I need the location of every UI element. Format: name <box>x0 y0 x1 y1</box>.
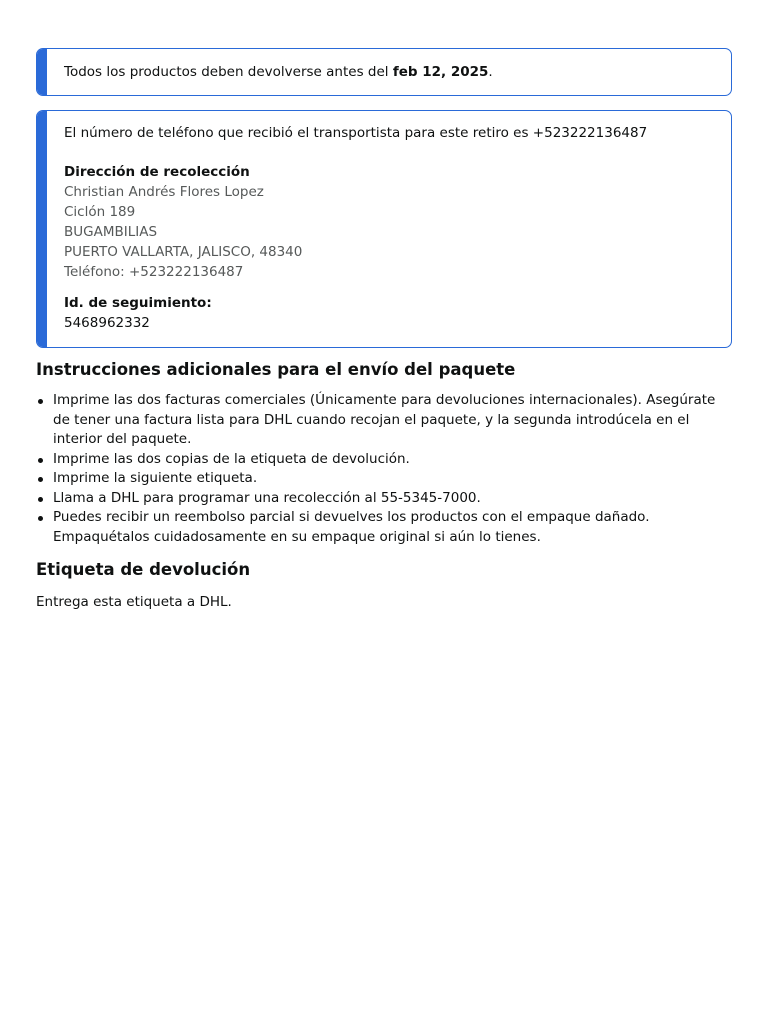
list-item: Imprime las dos facturas comerciales (Únicamente para devoluciones internacionales). Asegúrate de tener una factura lista para DHL cuando recojan el paquete, y la segunda introdúcela en el interior del paquete. <box>53 391 732 450</box>
deadline-date: feb 12, 2025 <box>392 64 489 80</box>
address-line: PUERTO VALLARTA, JALISCO, 48340 <box>64 244 303 260</box>
carrier-phone-notice: El número de teléfono que recibió el transportista para este retiro es +523222136487 <box>64 125 648 141</box>
list-item: Imprime las dos copias de la etiqueta de devolución. <box>53 450 732 470</box>
return-deadline-alert <box>36 48 732 96</box>
alert-accent-bar <box>37 111 47 347</box>
return-instructions-page <box>36 48 732 612</box>
address-line: BUGAMBILIAS <box>64 224 158 240</box>
return-label-heading: Etiqueta de devolución <box>36 560 251 579</box>
tracking-id-label: Id. de seguimiento: <box>64 295 212 311</box>
deadline-suffix: . <box>488 64 493 80</box>
tracking-id-value: 5468962332 <box>64 315 150 331</box>
list-item: Imprime la siguiente etiqueta. <box>53 469 732 489</box>
list-item: Puedes recibir un reembolso parcial si devuelves los productos con el empaque dañado. Empaquétalos cuidadosamente en su empaque original si aún lo tienes. <box>53 508 732 547</box>
instructions-heading: Instrucciones adicionales para el envío del paquete <box>36 360 516 379</box>
return-deadline-text <box>37 49 731 82</box>
return-label-text: Entrega esta etiqueta a DHL. <box>36 594 232 610</box>
pickup-address-label: Dirección de recolección <box>64 164 250 180</box>
address-line: Teléfono: +523222136487 <box>64 264 244 280</box>
pickup-address <box>64 182 715 282</box>
alert-accent-bar <box>37 49 47 95</box>
deadline-prefix: Todos los productos deben devolverse antes del <box>64 64 393 80</box>
instructions-list <box>36 391 732 547</box>
address-line: Ciclón 189 <box>64 204 136 220</box>
address-line: Christian Andrés Flores Lopez <box>64 184 264 200</box>
pickup-info-alert <box>36 110 732 348</box>
list-item: Llama a DHL para programar una recolección al 55-5345-7000. <box>53 489 732 509</box>
